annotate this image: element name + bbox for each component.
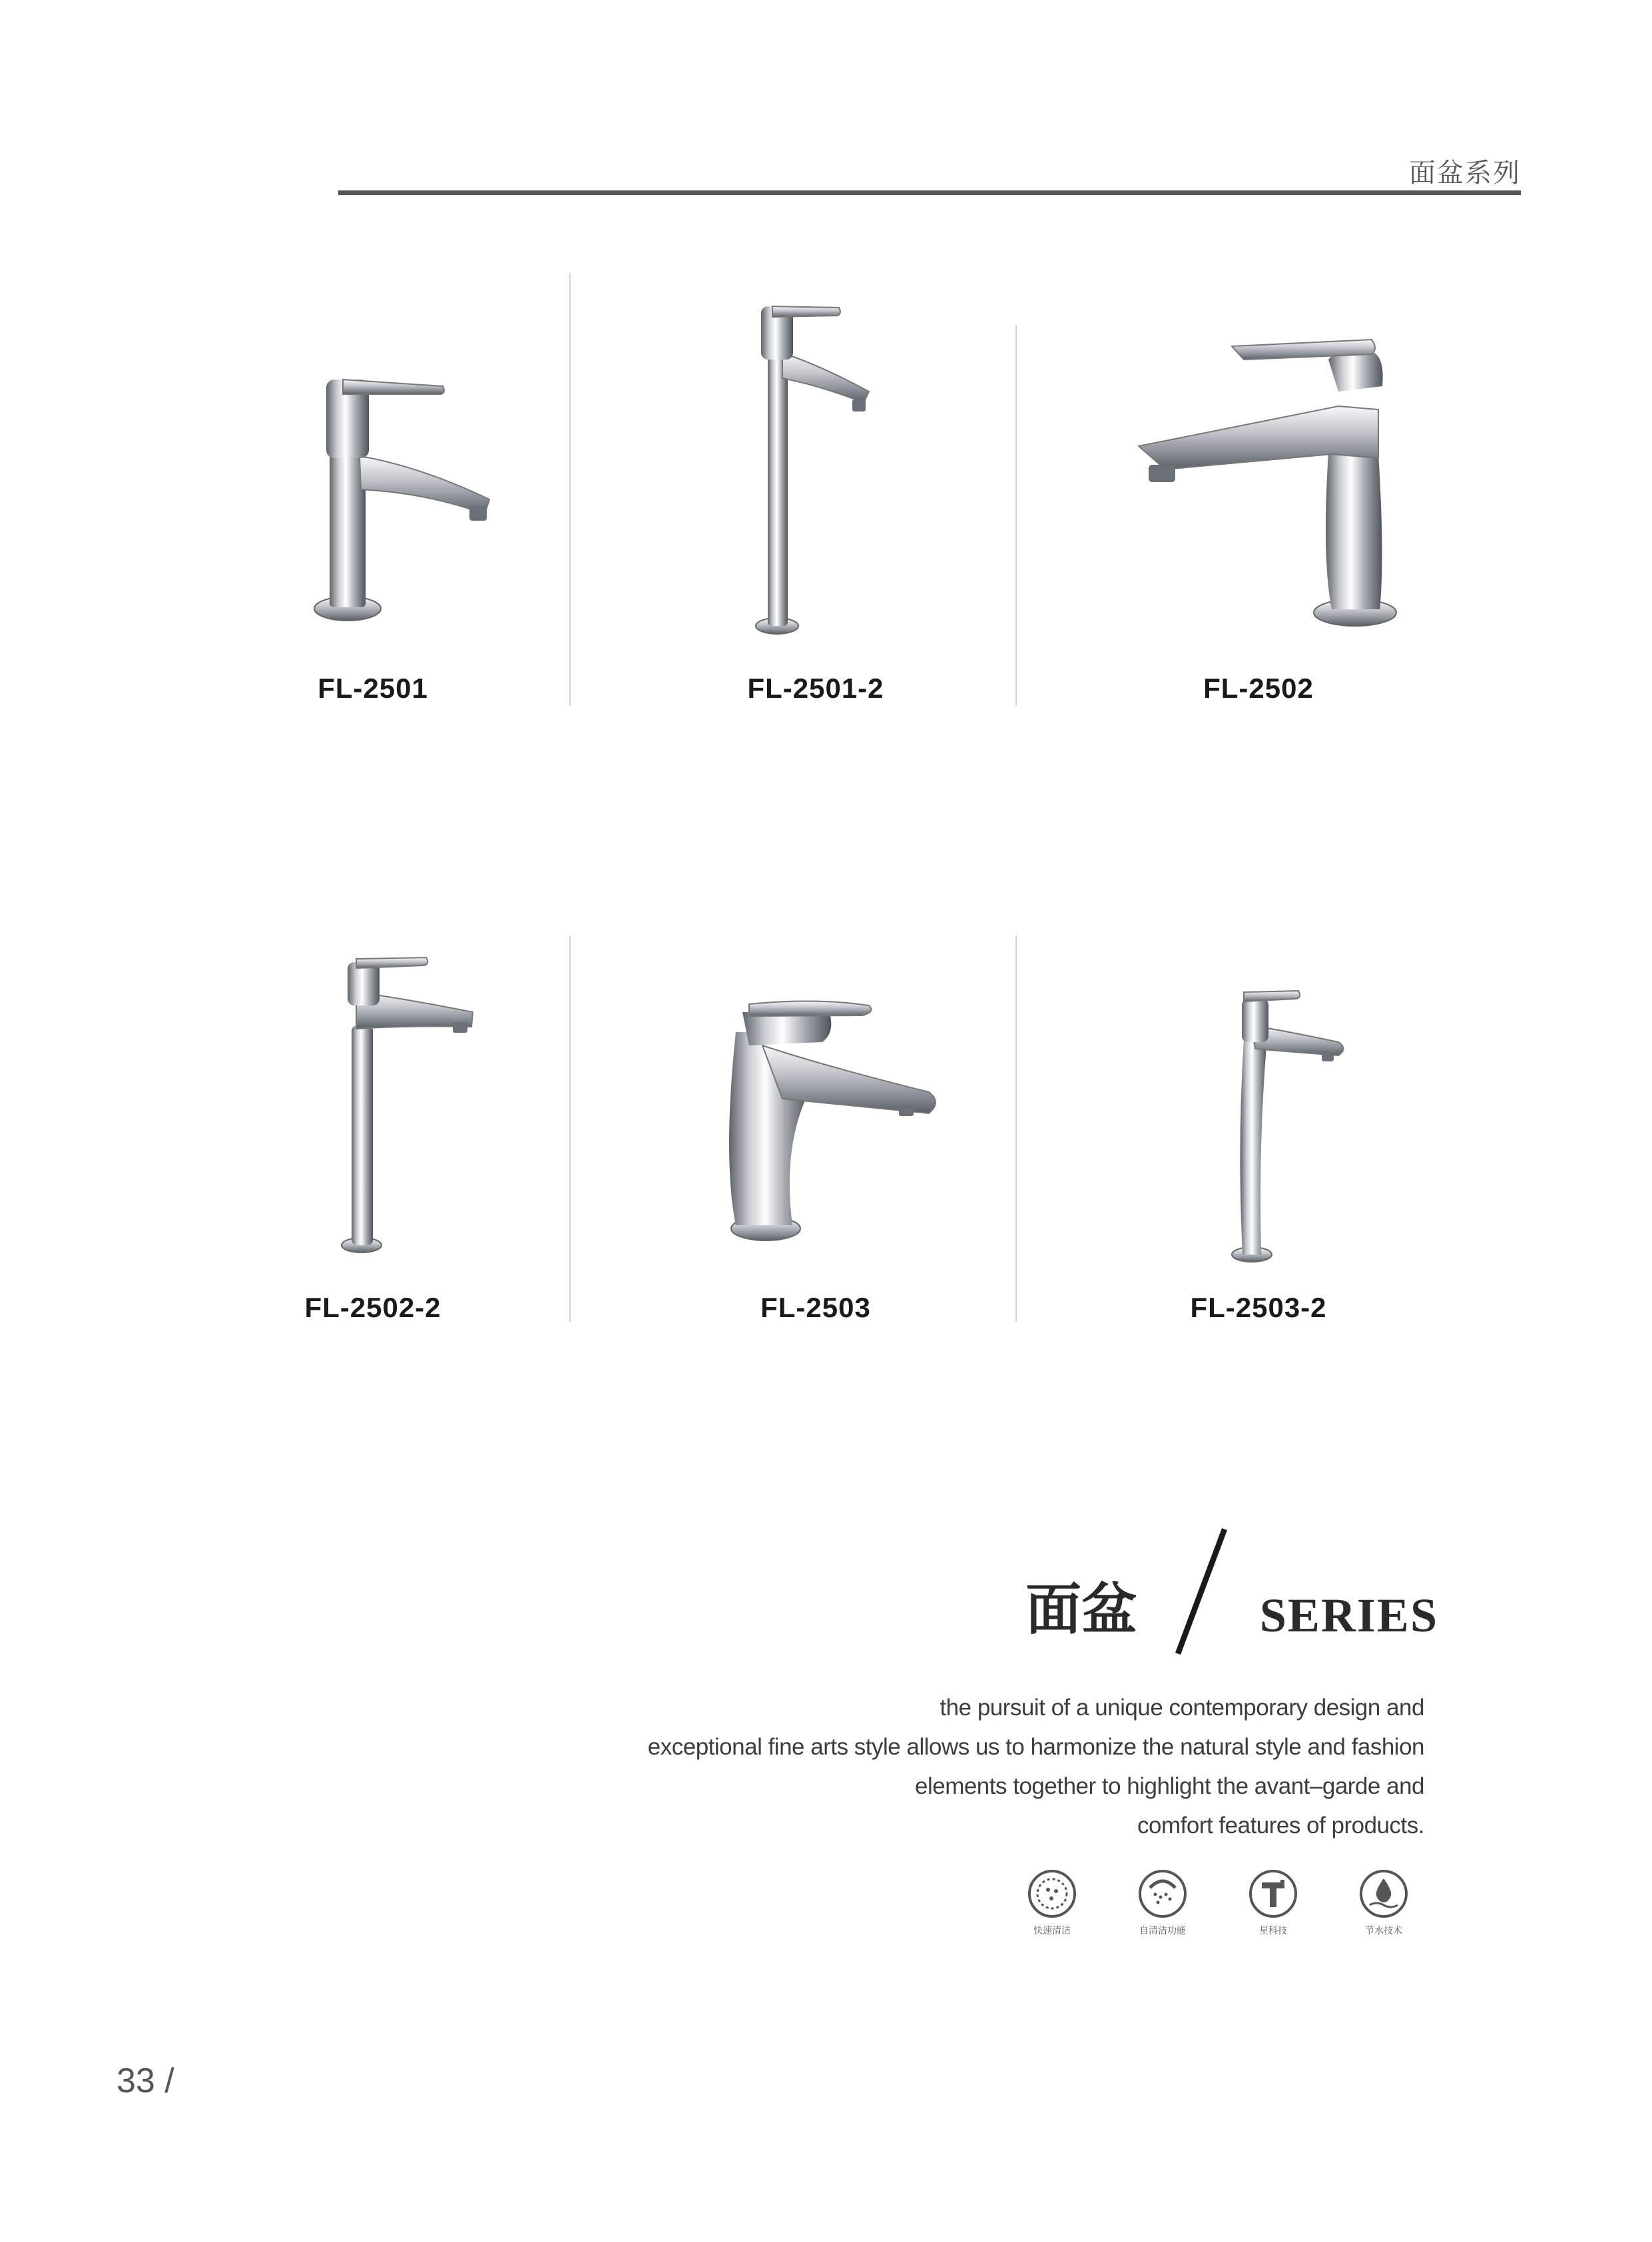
model-label: FL-2502-2 [304,1292,441,1323]
series-heading [1025,1525,1438,1658]
faucet-image [206,926,539,1298]
feature-label: 节水技术 [1365,1926,1402,1936]
column-divider [1015,325,1017,706]
product-card[interactable] [649,926,982,1352]
model-label: FL-2501-2 [747,673,884,704]
description-line: the pursuit of a unique contemporary design and [940,1695,1424,1721]
faucet-image [206,280,539,653]
product-card[interactable] [206,926,539,1352]
model-label: FL-2502 [1203,673,1314,704]
series-description [492,1688,1424,1845]
column-divider [569,273,571,706]
self-clean-icon [1137,1868,1189,1920]
tech-icon [1247,1868,1299,1920]
feature-label: 快速清洁 [1033,1926,1071,1936]
product-card[interactable] [206,280,539,706]
slash-divider [1169,1525,1235,1658]
faucet-image [1092,280,1425,653]
description-line: comfort features of products. [1137,1813,1424,1838]
description-line: elements together to highlight the avant–garde and [914,1773,1424,1799]
top-rule [338,190,1521,195]
product-card[interactable] [1092,926,1425,1352]
water-saving-icon [1358,1868,1410,1920]
feature-label: 自清洁功能 [1139,1926,1186,1936]
quick-clean-icon [1026,1868,1078,1920]
model-label: FL-2503-2 [1190,1292,1327,1323]
series-title-cn: 面盆 [1025,1576,1138,1642]
product-card[interactable] [1092,280,1425,706]
column-divider [1015,936,1017,1322]
feature-label: 星科技 [1259,1926,1287,1936]
column-divider [569,936,571,1322]
page-number: 33 / [117,2062,174,2100]
product-card[interactable] [649,280,982,706]
series-title-en: SERIES [1259,1589,1438,1642]
description-line: exceptional fine arts style allows us to harmonize the natural style and fashion [647,1734,1424,1760]
model-label: FL-2503 [760,1292,871,1323]
feature-water-saving [1317,1868,1450,1954]
faucet-image [1092,926,1425,1298]
faucet-image [649,926,982,1298]
series-category: 面盆系列 [1409,158,1521,188]
model-label: FL-2501 [318,673,428,704]
faucet-image [649,280,982,653]
